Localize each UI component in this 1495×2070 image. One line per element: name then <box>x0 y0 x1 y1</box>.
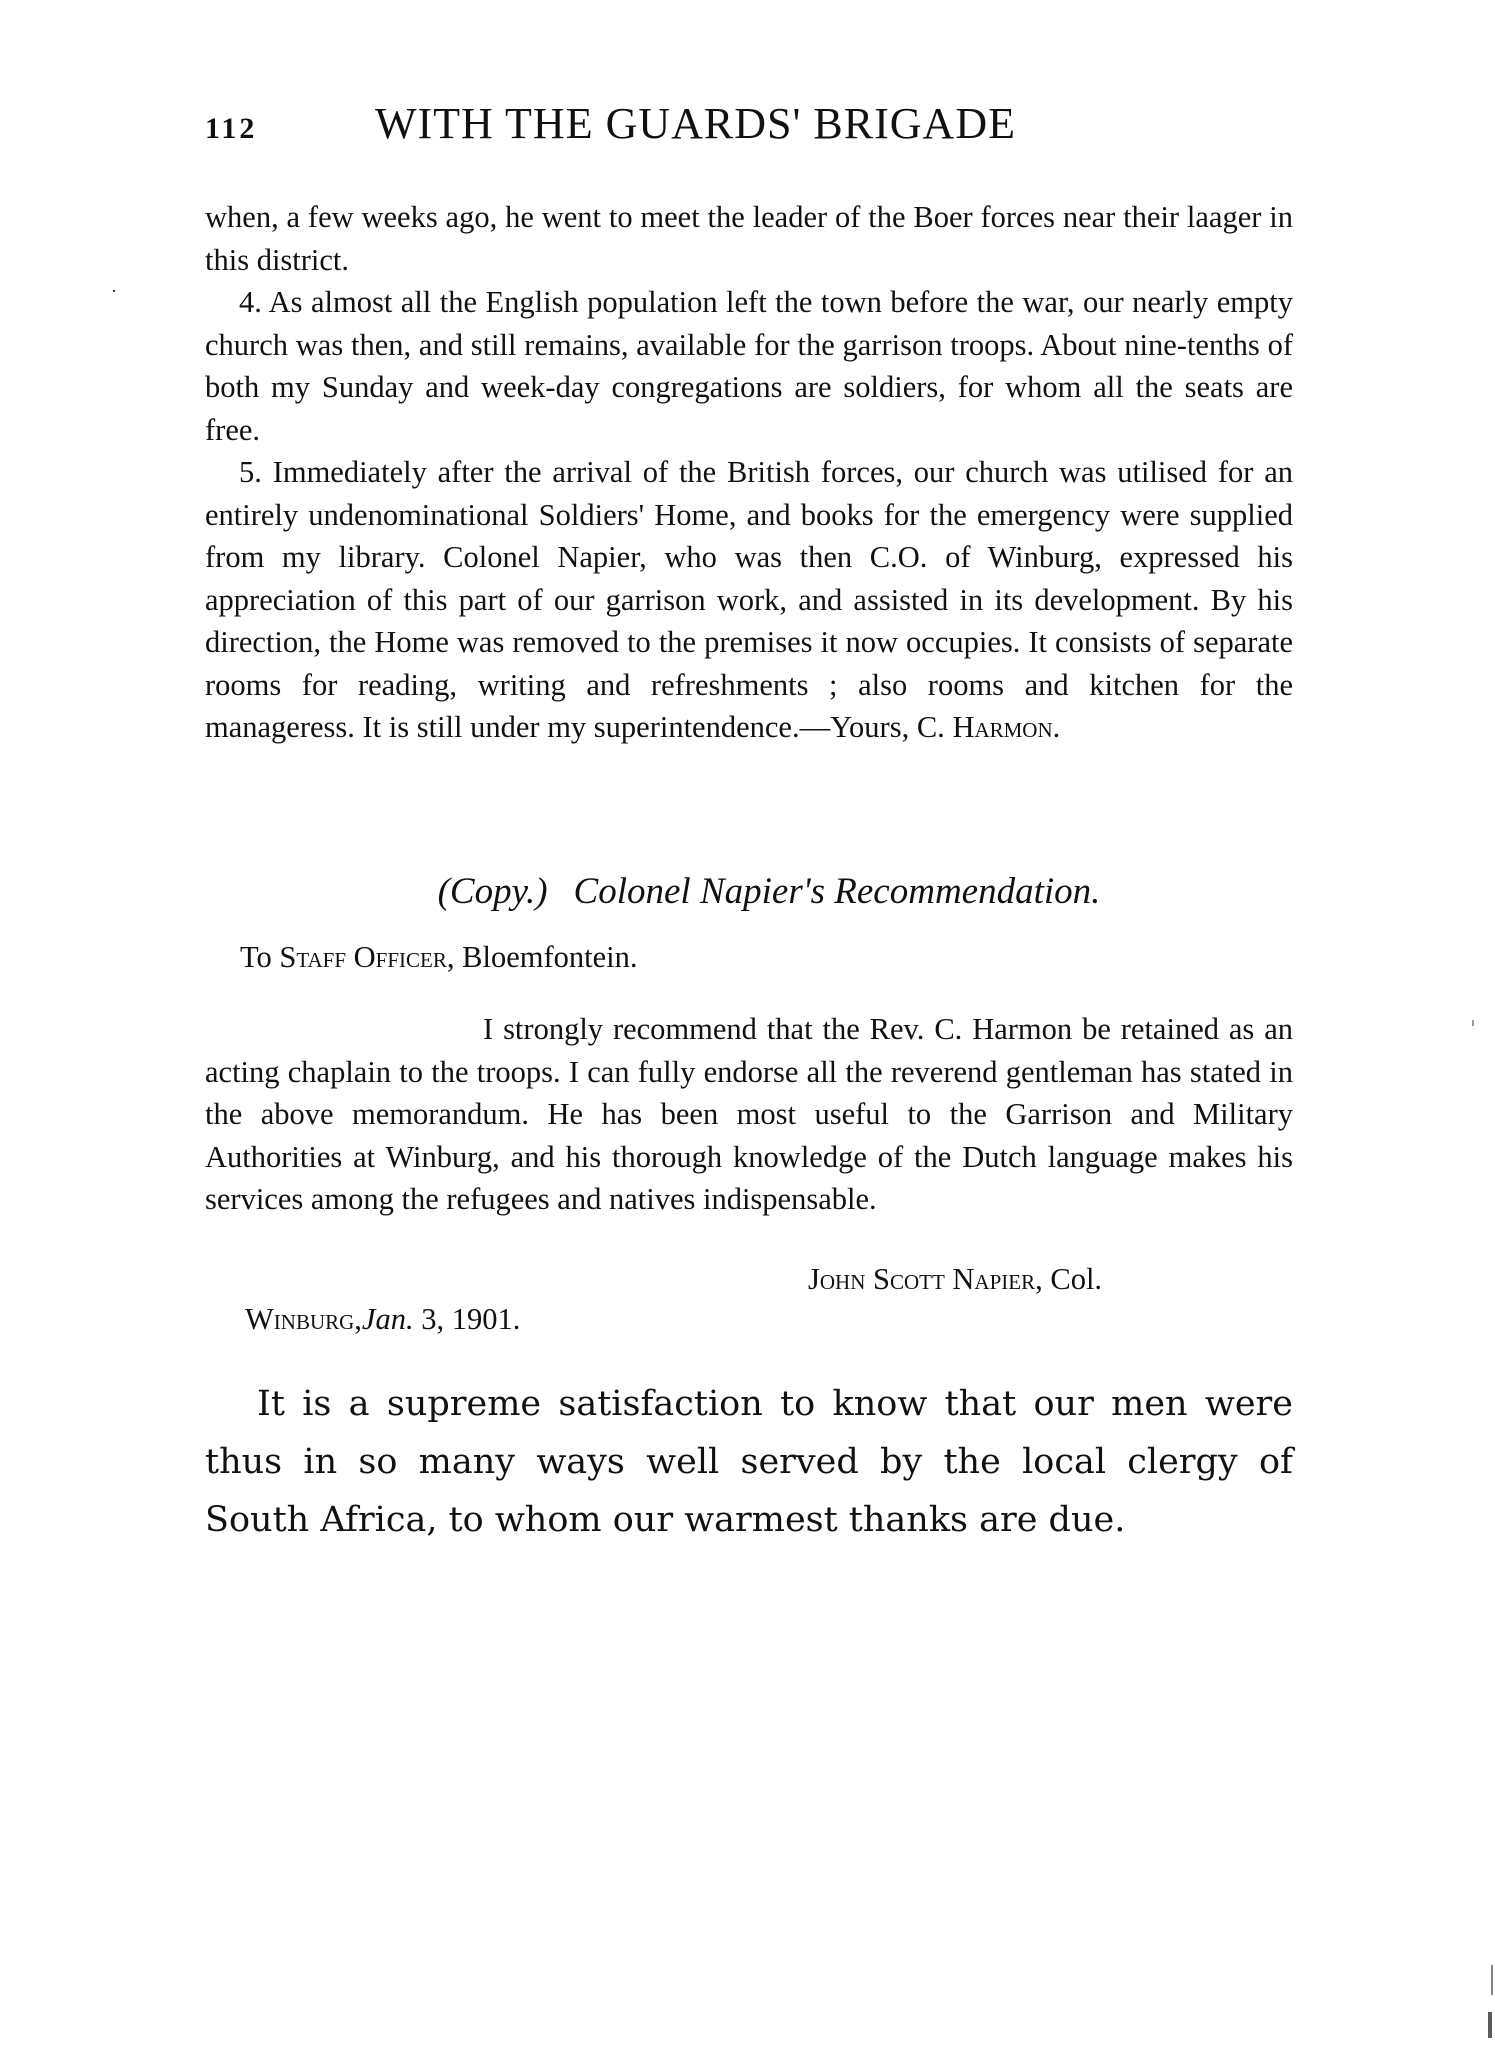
memorandum-section <box>205 196 1293 749</box>
running-head <box>205 98 1295 158</box>
paragraph-text: As almost all the English population left the town before the war, our nearly empty church was then, and still remains, available for the garrison troops. About nine-tenths of both my Sunday and week-day congregations are soldiers, for whom all the seats are free. <box>205 285 1293 447</box>
scan-speck <box>1491 1965 1493 1995</box>
item-number: 4. <box>239 285 262 319</box>
scan-speck <box>113 290 115 292</box>
scan-speck <box>1488 2012 1492 2038</box>
heading-copy-label: (Copy.) <box>437 871 548 912</box>
signoff-punctuation: . <box>1052 710 1061 744</box>
dateline-place: Winburg, <box>245 1302 362 1336</box>
dateline-date: 3, 1901. <box>413 1302 521 1336</box>
running-title: WITH THE GUARDS' BRIGADE <box>375 99 1016 148</box>
recommendation-body: I strongly recommend that the Rev. C. Harmon be retained as an acting chaplain to the troops. I can fully endorse all the reverend gentleman has stated in the above memorandum. He has been most useful to the Garrison and Military Authorities at Winburg, and his thorough knowledge of the Dutch language makes his services among the refugees and natives indispensable. <box>205 1012 1293 1216</box>
addressee-to: To <box>240 940 280 974</box>
paragraph-text: Immediately after the arrival of the British forces, our church was utilised for an entirely undenominational Soldiers' Home, and books for the emergency were supplied from my library. Colonel Napier, who was then C.O. of Winburg, expressed his appreciation of this part of our garrison work, and assisted in its development. By his direction, the Home was removed to the premises it now occupies. It consists of separate rooms for reading, writing and refreshments ; also rooms and kitchen for the manageress. It is still under my superintendence.—Yours, C. <box>205 455 1294 744</box>
signature <box>808 1262 1102 1297</box>
closing-paragraph: It is a supreme satisfaction to know that our men were thus in so many ways well served by the local clergy of South Africa, to whom our warmest thanks are due. <box>205 1384 1293 1540</box>
addressee-title: Staff Officer <box>279 940 447 974</box>
signature-name: John Scott Napier <box>808 1262 1036 1296</box>
dateline-month: Jan. <box>361 1302 414 1336</box>
paragraph-item-4 <box>205 281 1293 451</box>
heading-title: Colonel Napier's Recommendation. <box>573 871 1101 912</box>
paragraph-text: when, a few weeks ago, he went to meet the leader of the Boer forces near their laager in this district. <box>205 200 1293 277</box>
addressee-line <box>240 940 637 975</box>
page-number: 112 <box>205 112 258 145</box>
addressee-place: , Bloemfontein. <box>446 940 638 974</box>
paragraph-item-5 <box>205 451 1293 749</box>
paragraph-continuation <box>205 196 1293 281</box>
dateline <box>245 1302 520 1337</box>
item-number: 5. <box>239 455 262 489</box>
signature-rank: , Col. <box>1035 1262 1103 1296</box>
scan-speck <box>1472 1020 1474 1026</box>
section-heading <box>205 870 1293 913</box>
signoff-name: Harmon <box>952 710 1053 744</box>
